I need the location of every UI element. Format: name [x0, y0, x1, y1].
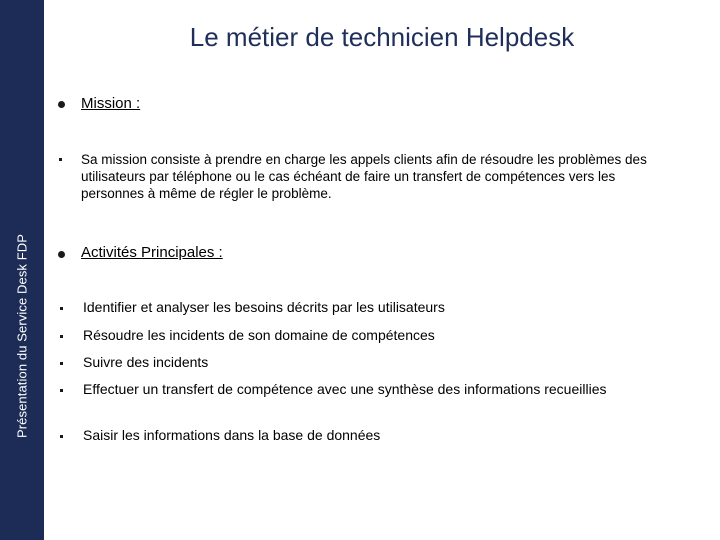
activity-item: Effectuer un transfert de compétence avec une synthèse des informations recueillies: [83, 381, 607, 397]
activity-item: Suivre des incidents: [83, 354, 209, 370]
activity-item: Identifier et analyser les besoins décrits par les utilisateurs: [83, 299, 445, 315]
mission-bullet-icon: [58, 101, 65, 108]
activity-bullet-icon: [60, 307, 63, 310]
sidebar-label: Présentation du Service Desk FDP: [14, 233, 30, 439]
activities-bullet-icon: [58, 251, 65, 258]
activity-bullet-icon: [60, 389, 63, 392]
activity-item: Saisir les informations dans la base de données: [83, 427, 381, 443]
mission-text: Sa mission consiste à prendre en charge les appels clients afin de résoudre les problèmes des utilisateurs par téléphone ou le cas échéant de faire un transfert de compétences vers les personnes à même de régler le problème.: [81, 152, 647, 201]
activity-bullet-icon: [60, 362, 63, 365]
activity-bullet-icon: [60, 435, 63, 438]
page-title: Le métier de technicien Helpdesk: [189, 22, 575, 52]
sidebar: [0, 0, 44, 540]
activity-item: Résoudre les incidents de son domaine de compétences: [83, 327, 435, 343]
mission-text-bullet-icon: [59, 158, 62, 161]
activities-heading: Activités Principales :: [81, 244, 223, 261]
activity-bullet-icon: [60, 335, 63, 338]
mission-heading: Mission :: [81, 95, 141, 112]
